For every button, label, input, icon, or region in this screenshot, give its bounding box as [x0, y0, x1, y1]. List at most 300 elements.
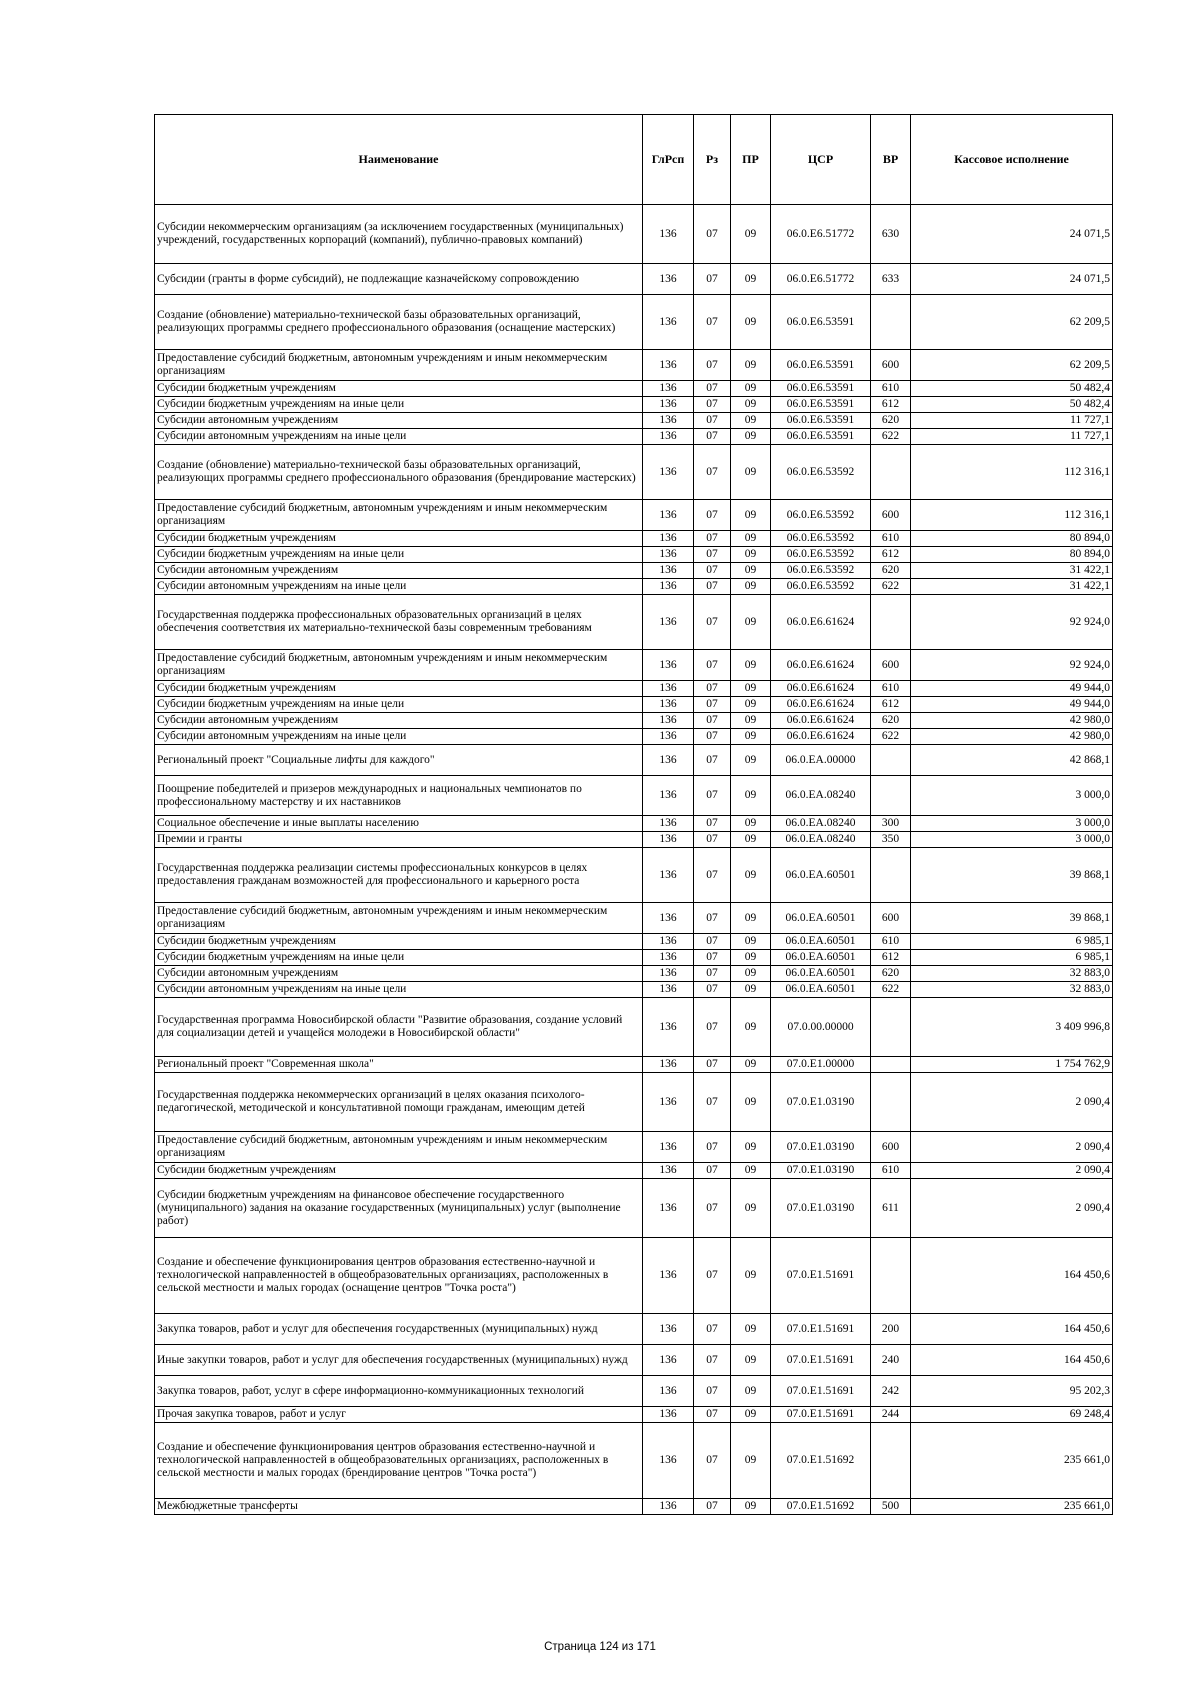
row-amount: 2 090,4 [911, 1179, 1113, 1238]
table-row [155, 650, 1113, 681]
row-rz: 07 [694, 1238, 731, 1314]
row-csr: 06.0.E6.53592 [771, 547, 871, 563]
row-name: Социальное обеспечение и иные выплаты населению [155, 816, 643, 832]
row-glrsp: 136 [643, 950, 694, 966]
row-vr: 244 [871, 1407, 911, 1423]
row-rz: 07 [694, 595, 731, 650]
row-vr [871, 1057, 911, 1073]
row-name: Поощрение победителей и призеров международных и национальных чемпионатов по профессиональному мастерству и их наставников [155, 776, 643, 816]
row-vr [871, 776, 911, 816]
row-vr: 622 [871, 729, 911, 745]
row-pr: 09 [731, 205, 771, 264]
row-glrsp: 136 [643, 531, 694, 547]
row-pr: 09 [731, 264, 771, 295]
row-vr [871, 295, 911, 350]
table-row [155, 776, 1113, 816]
row-rz: 07 [694, 903, 731, 934]
row-vr: 610 [871, 381, 911, 397]
row-pr: 09 [731, 745, 771, 776]
row-csr: 06.0.E6.53592 [771, 531, 871, 547]
row-name: Иные закупки товаров, работ и услуг для обеспечения государственных (муниципальных) нужд [155, 1345, 643, 1376]
table-row [155, 445, 1113, 500]
table-row [155, 966, 1113, 982]
row-amount: 11 727,1 [911, 413, 1113, 429]
row-rz: 07 [694, 413, 731, 429]
row-amount: 92 924,0 [911, 650, 1113, 681]
row-csr: 07.0.E1.51691 [771, 1376, 871, 1407]
page-number: Страница 124 из 171 [544, 1641, 656, 1653]
row-pr: 09 [731, 579, 771, 595]
row-name: Предоставление субсидий бюджетным, автономным учреждениям и иным некоммерческим организациям [155, 350, 643, 381]
header-name: Наименование [155, 115, 643, 205]
row-amount: 50 482,4 [911, 381, 1113, 397]
table-row [155, 1238, 1113, 1314]
row-rz: 07 [694, 264, 731, 295]
row-pr: 09 [731, 429, 771, 445]
row-glrsp: 136 [643, 381, 694, 397]
row-rz: 07 [694, 295, 731, 350]
row-amount: 92 924,0 [911, 595, 1113, 650]
row-pr: 09 [731, 1407, 771, 1423]
row-glrsp: 136 [643, 579, 694, 595]
row-rz: 07 [694, 998, 731, 1057]
row-pr: 09 [731, 445, 771, 500]
row-csr: 07.0.E1.03190 [771, 1163, 871, 1179]
row-amount: 80 894,0 [911, 547, 1113, 563]
table-row [155, 350, 1113, 381]
row-rz: 07 [694, 1132, 731, 1163]
row-rz: 07 [694, 729, 731, 745]
row-amount: 39 868,1 [911, 848, 1113, 903]
row-vr [871, 1423, 911, 1499]
row-name: Субсидии бюджетным учреждениям на иные цели [155, 547, 643, 563]
row-pr: 09 [731, 531, 771, 547]
row-csr: 06.0.E6.61624 [771, 729, 871, 745]
row-name: Субсидии бюджетным учреждениям [155, 934, 643, 950]
table-row [155, 264, 1113, 295]
row-name: Государственная поддержка реализации системы профессиональных конкурсов в целях предоставления гражданам возможностей для профессионального и карьерного роста [155, 848, 643, 903]
table-row [155, 1132, 1113, 1163]
row-name: Прочая закупка товаров, работ и услуг [155, 1407, 643, 1423]
row-name: Региональный проект "Социальные лифты для каждого" [155, 745, 643, 776]
table-row [155, 500, 1113, 531]
row-glrsp: 136 [643, 832, 694, 848]
table-row [155, 1407, 1113, 1423]
table-row [155, 697, 1113, 713]
row-glrsp: 136 [643, 650, 694, 681]
row-pr: 09 [731, 547, 771, 563]
row-rz: 07 [694, 445, 731, 500]
row-glrsp: 136 [643, 713, 694, 729]
table-row [155, 832, 1113, 848]
row-glrsp: 136 [643, 681, 694, 697]
row-csr: 06.0.E6.61624 [771, 713, 871, 729]
row-glrsp: 136 [643, 563, 694, 579]
row-csr: 06.0.E6.53591 [771, 413, 871, 429]
table-row [155, 816, 1113, 832]
row-pr: 09 [731, 713, 771, 729]
row-rz: 07 [694, 500, 731, 531]
row-pr: 09 [731, 1057, 771, 1073]
row-csr: 06.0.E6.61624 [771, 697, 871, 713]
row-glrsp: 136 [643, 1179, 694, 1238]
row-csr: 06.0.EA.60501 [771, 950, 871, 966]
row-name: Субсидии автономным учреждениям [155, 966, 643, 982]
row-pr: 09 [731, 982, 771, 998]
row-csr: 06.0.E6.61624 [771, 595, 871, 650]
row-name: Субсидии бюджетным учреждениям на иные цели [155, 697, 643, 713]
row-glrsp: 136 [643, 816, 694, 832]
row-amount: 39 868,1 [911, 903, 1113, 934]
row-rz: 07 [694, 816, 731, 832]
table-row [155, 903, 1113, 934]
row-name: Субсидии некоммерческим организациям (за исключением государственных (муниципальных) учреждений, государственных корпораций (компаний), публично-правовых компаний) [155, 205, 643, 264]
row-amount: 42 980,0 [911, 713, 1113, 729]
row-glrsp: 136 [643, 1314, 694, 1345]
row-vr: 600 [871, 903, 911, 934]
row-rz: 07 [694, 713, 731, 729]
row-glrsp: 136 [643, 1073, 694, 1132]
row-amount: 31 422,1 [911, 563, 1113, 579]
row-csr: 06.0.E6.53591 [771, 381, 871, 397]
row-name: Субсидии бюджетным учреждениям [155, 531, 643, 547]
row-rz: 07 [694, 650, 731, 681]
row-csr: 07.0.E1.51691 [771, 1314, 871, 1345]
row-csr: 06.0.E6.51772 [771, 205, 871, 264]
table-header-row [155, 115, 1113, 205]
row-pr: 09 [731, 681, 771, 697]
row-rz: 07 [694, 1179, 731, 1238]
row-glrsp: 136 [643, 1057, 694, 1073]
row-csr: 06.0.E6.53592 [771, 563, 871, 579]
row-csr: 06.0.E6.53591 [771, 397, 871, 413]
row-vr [871, 848, 911, 903]
row-csr: 07.0.E1.51692 [771, 1499, 871, 1515]
table-row [155, 595, 1113, 650]
table-row [155, 982, 1113, 998]
table-row [155, 1163, 1113, 1179]
row-name: Субсидии автономным учреждениям [155, 713, 643, 729]
row-csr: 06.0.E6.51772 [771, 264, 871, 295]
row-glrsp: 136 [643, 848, 694, 903]
row-pr: 09 [731, 595, 771, 650]
row-vr: 610 [871, 1163, 911, 1179]
row-name: Субсидии бюджетным учреждениям [155, 681, 643, 697]
row-rz: 07 [694, 381, 731, 397]
row-rz: 07 [694, 848, 731, 903]
row-rz: 07 [694, 563, 731, 579]
row-csr: 07.0.E1.03190 [771, 1132, 871, 1163]
row-csr: 06.0.EA.08240 [771, 816, 871, 832]
row-name: Субсидии автономным учреждениям на иные цели [155, 429, 643, 445]
table-row [155, 1376, 1113, 1407]
row-csr: 06.0.E6.61624 [771, 650, 871, 681]
row-pr: 09 [731, 295, 771, 350]
row-pr: 09 [731, 934, 771, 950]
row-vr: 610 [871, 681, 911, 697]
row-pr: 09 [731, 397, 771, 413]
row-name: Предоставление субсидий бюджетным, автономным учреждениям и иным некоммерческим организациям [155, 903, 643, 934]
table-row [155, 950, 1113, 966]
row-csr: 07.0.E1.00000 [771, 1057, 871, 1073]
table-row [155, 1179, 1113, 1238]
row-name: Государственная поддержка профессиональных образовательных организаций в целях обеспечения соответствия их материально-технической базы современным требованиям [155, 595, 643, 650]
row-rz: 07 [694, 1376, 731, 1407]
row-name: Субсидии бюджетным учреждениям [155, 381, 643, 397]
table-row [155, 397, 1113, 413]
table-row [155, 745, 1113, 776]
row-pr: 09 [731, 350, 771, 381]
header-csr: ЦСР [771, 115, 871, 205]
row-vr: 620 [871, 563, 911, 579]
row-rz: 07 [694, 1163, 731, 1179]
row-pr: 09 [731, 650, 771, 681]
row-amount: 11 727,1 [911, 429, 1113, 445]
row-vr: 600 [871, 350, 911, 381]
row-pr: 09 [731, 903, 771, 934]
row-name: Региональный проект "Современная школа" [155, 1057, 643, 1073]
row-vr [871, 595, 911, 650]
row-csr: 07.0.E1.51691 [771, 1407, 871, 1423]
row-name: Субсидии автономным учреждениям [155, 563, 643, 579]
row-vr: 622 [871, 579, 911, 595]
row-name: Субсидии автономным учреждениям [155, 413, 643, 429]
row-rz: 07 [694, 934, 731, 950]
row-name: Субсидии (гранты в форме субсидий), не подлежащие казначейскому сопровождению [155, 264, 643, 295]
row-vr [871, 445, 911, 500]
row-vr: 612 [871, 697, 911, 713]
row-csr: 06.0.E6.53591 [771, 350, 871, 381]
row-csr: 07.0.E1.03190 [771, 1179, 871, 1238]
row-csr: 06.0.E6.53592 [771, 579, 871, 595]
row-pr: 09 [731, 1314, 771, 1345]
row-vr: 240 [871, 1345, 911, 1376]
row-rz: 07 [694, 1499, 731, 1515]
row-rz: 07 [694, 350, 731, 381]
table-row [155, 848, 1113, 903]
row-vr: 600 [871, 1132, 911, 1163]
table-row [155, 1423, 1113, 1499]
header-amount: Кассовое исполнение [911, 115, 1113, 205]
row-pr: 09 [731, 381, 771, 397]
row-vr: 630 [871, 205, 911, 264]
row-name: Создание (обновление) материально-технической базы образовательных организаций, реализующих программы среднего профессионального образования (брендирование мастерских) [155, 445, 643, 500]
table-row [155, 295, 1113, 350]
row-vr [871, 998, 911, 1057]
header-rz: Рз [694, 115, 731, 205]
row-pr: 09 [731, 729, 771, 745]
row-pr: 09 [731, 563, 771, 579]
row-name: Субсидии автономным учреждениям на иные цели [155, 579, 643, 595]
row-csr: 06.0.EA.08240 [771, 832, 871, 848]
row-csr: 06.0.EA.60501 [771, 966, 871, 982]
row-name: Межбюджетные трансферты [155, 1499, 643, 1515]
table-row [155, 429, 1113, 445]
row-amount: 42 980,0 [911, 729, 1113, 745]
row-glrsp: 136 [643, 295, 694, 350]
row-rz: 07 [694, 776, 731, 816]
row-pr: 09 [731, 697, 771, 713]
row-vr: 611 [871, 1179, 911, 1238]
row-rz: 07 [694, 1057, 731, 1073]
row-name: Субсидии бюджетным учреждениям на иные цели [155, 397, 643, 413]
row-amount: 3 409 996,8 [911, 998, 1113, 1057]
row-rz: 07 [694, 1407, 731, 1423]
row-pr: 09 [731, 966, 771, 982]
row-glrsp: 136 [643, 264, 694, 295]
row-pr: 09 [731, 1163, 771, 1179]
budget-execution-table [154, 114, 1113, 1515]
row-pr: 09 [731, 816, 771, 832]
table-row [155, 934, 1113, 950]
row-rz: 07 [694, 745, 731, 776]
table-row [155, 681, 1113, 697]
row-csr: 06.0.E6.53592 [771, 445, 871, 500]
row-amount: 42 868,1 [911, 745, 1113, 776]
row-csr: 07.0.E1.51692 [771, 1423, 871, 1499]
row-rz: 07 [694, 681, 731, 697]
row-glrsp: 136 [643, 966, 694, 982]
row-amount: 80 894,0 [911, 531, 1113, 547]
row-pr: 09 [731, 413, 771, 429]
row-glrsp: 136 [643, 595, 694, 650]
row-vr: 200 [871, 1314, 911, 1345]
row-name: Предоставление субсидий бюджетным, автономным учреждениям и иным некоммерческим организациям [155, 650, 643, 681]
row-rz: 07 [694, 531, 731, 547]
row-amount: 164 450,6 [911, 1345, 1113, 1376]
row-rz: 07 [694, 397, 731, 413]
row-vr [871, 1073, 911, 1132]
row-glrsp: 136 [643, 903, 694, 934]
row-csr: 06.0.EA.60501 [771, 982, 871, 998]
row-vr: 600 [871, 500, 911, 531]
row-csr: 06.0.E6.53591 [771, 295, 871, 350]
row-glrsp: 136 [643, 998, 694, 1057]
row-pr: 09 [731, 832, 771, 848]
row-vr: 622 [871, 982, 911, 998]
row-amount: 95 202,3 [911, 1376, 1113, 1407]
row-pr: 09 [731, 1238, 771, 1314]
row-name: Закупка товаров, работ и услуг для обеспечения государственных (муниципальных) нужд [155, 1314, 643, 1345]
row-vr [871, 1238, 911, 1314]
row-name: Государственная программа Новосибирской области "Развитие образования, создание условий для социализации детей и учащейся молодежи в Новосибирской области" [155, 998, 643, 1057]
row-name: Создание (обновление) материально-технической базы образовательных организаций, реализующих программы среднего профессионального образования (оснащение мастерских) [155, 295, 643, 350]
row-pr: 09 [731, 950, 771, 966]
row-amount: 235 661,0 [911, 1499, 1113, 1515]
row-vr: 300 [871, 816, 911, 832]
row-amount: 24 071,5 [911, 205, 1113, 264]
row-glrsp: 136 [643, 429, 694, 445]
row-vr: 633 [871, 264, 911, 295]
row-name: Создание и обеспечение функционирования центров образования естественно-научной и технологической направленностей в общеобразовательных организациях, расположенных в сельской местности и малых городах (брендирование центров "Точка роста") [155, 1423, 643, 1499]
row-csr: 07.0.00.00000 [771, 998, 871, 1057]
row-rz: 07 [694, 429, 731, 445]
row-amount: 112 316,1 [911, 500, 1113, 531]
row-amount: 49 944,0 [911, 697, 1113, 713]
row-vr: 620 [871, 713, 911, 729]
row-vr: 500 [871, 1499, 911, 1515]
row-rz: 07 [694, 1345, 731, 1376]
table-row [155, 1499, 1113, 1515]
row-vr: 622 [871, 429, 911, 445]
row-csr: 07.0.E1.51691 [771, 1238, 871, 1314]
row-amount: 31 422,1 [911, 579, 1113, 595]
row-pr: 09 [731, 1179, 771, 1238]
row-name: Создание и обеспечение функционирования центров образования естественно-научной и технологической направленностей в общеобразовательных организациях, расположенных в сельской местности и малых городах (оснащение центров "Точка роста") [155, 1238, 643, 1314]
header-glrsp: ГлРсп [643, 115, 694, 205]
row-glrsp: 136 [643, 1407, 694, 1423]
row-vr: 612 [871, 950, 911, 966]
row-vr: 620 [871, 413, 911, 429]
row-amount: 69 248,4 [911, 1407, 1113, 1423]
row-glrsp: 136 [643, 445, 694, 500]
row-pr: 09 [731, 1132, 771, 1163]
row-glrsp: 136 [643, 776, 694, 816]
row-amount: 235 661,0 [911, 1423, 1113, 1499]
row-rz: 07 [694, 1423, 731, 1499]
row-name: Субсидии автономным учреждениям на иные цели [155, 982, 643, 998]
row-pr: 09 [731, 1499, 771, 1515]
row-vr: 600 [871, 650, 911, 681]
row-vr: 350 [871, 832, 911, 848]
table-row [155, 1345, 1113, 1376]
row-amount: 1 754 762,9 [911, 1057, 1113, 1073]
table-row [155, 579, 1113, 595]
row-amount: 164 450,6 [911, 1238, 1113, 1314]
row-name: Предоставление субсидий бюджетным, автономным учреждениям и иным некоммерческим организациям [155, 1132, 643, 1163]
row-amount: 2 090,4 [911, 1132, 1113, 1163]
table-row [155, 1314, 1113, 1345]
row-csr: 06.0.EA.00000 [771, 745, 871, 776]
row-csr: 07.0.E1.03190 [771, 1073, 871, 1132]
table-row [155, 1057, 1113, 1073]
row-vr: 612 [871, 547, 911, 563]
row-name: Государственная поддержка некоммерческих организаций в целях оказания психолого-педагогической, методической и консультативной помощи гражданам, имеющим детей [155, 1073, 643, 1132]
row-rz: 07 [694, 579, 731, 595]
row-pr: 09 [731, 1423, 771, 1499]
table-row [155, 205, 1113, 264]
row-csr: 06.0.EA.60501 [771, 903, 871, 934]
row-name: Премии и гранты [155, 832, 643, 848]
row-rz: 07 [694, 205, 731, 264]
row-amount: 32 883,0 [911, 982, 1113, 998]
row-amount: 50 482,4 [911, 397, 1113, 413]
row-amount: 164 450,6 [911, 1314, 1113, 1345]
row-rz: 07 [694, 1314, 731, 1345]
row-amount: 3 000,0 [911, 832, 1113, 848]
row-pr: 09 [731, 776, 771, 816]
row-pr: 09 [731, 1073, 771, 1132]
row-name: Субсидии автономным учреждениям на иные цели [155, 729, 643, 745]
row-glrsp: 136 [643, 982, 694, 998]
row-glrsp: 136 [643, 1132, 694, 1163]
row-vr: 610 [871, 531, 911, 547]
row-name: Субсидии бюджетным учреждениям [155, 1163, 643, 1179]
row-amount: 32 883,0 [911, 966, 1113, 982]
row-rz: 07 [694, 950, 731, 966]
row-rz: 07 [694, 982, 731, 998]
row-glrsp: 136 [643, 547, 694, 563]
row-amount: 112 316,1 [911, 445, 1113, 500]
row-glrsp: 136 [643, 205, 694, 264]
row-glrsp: 136 [643, 1345, 694, 1376]
row-name: Субсидии бюджетным учреждениям на финансовое обеспечение государственного (муниципального) задания на оказание государственных (муниципальных) услуг (выполнение работ) [155, 1179, 643, 1238]
row-amount: 62 209,5 [911, 295, 1113, 350]
row-csr: 06.0.E6.61624 [771, 681, 871, 697]
row-csr: 06.0.E6.53591 [771, 429, 871, 445]
row-vr: 610 [871, 934, 911, 950]
row-glrsp: 136 [643, 697, 694, 713]
